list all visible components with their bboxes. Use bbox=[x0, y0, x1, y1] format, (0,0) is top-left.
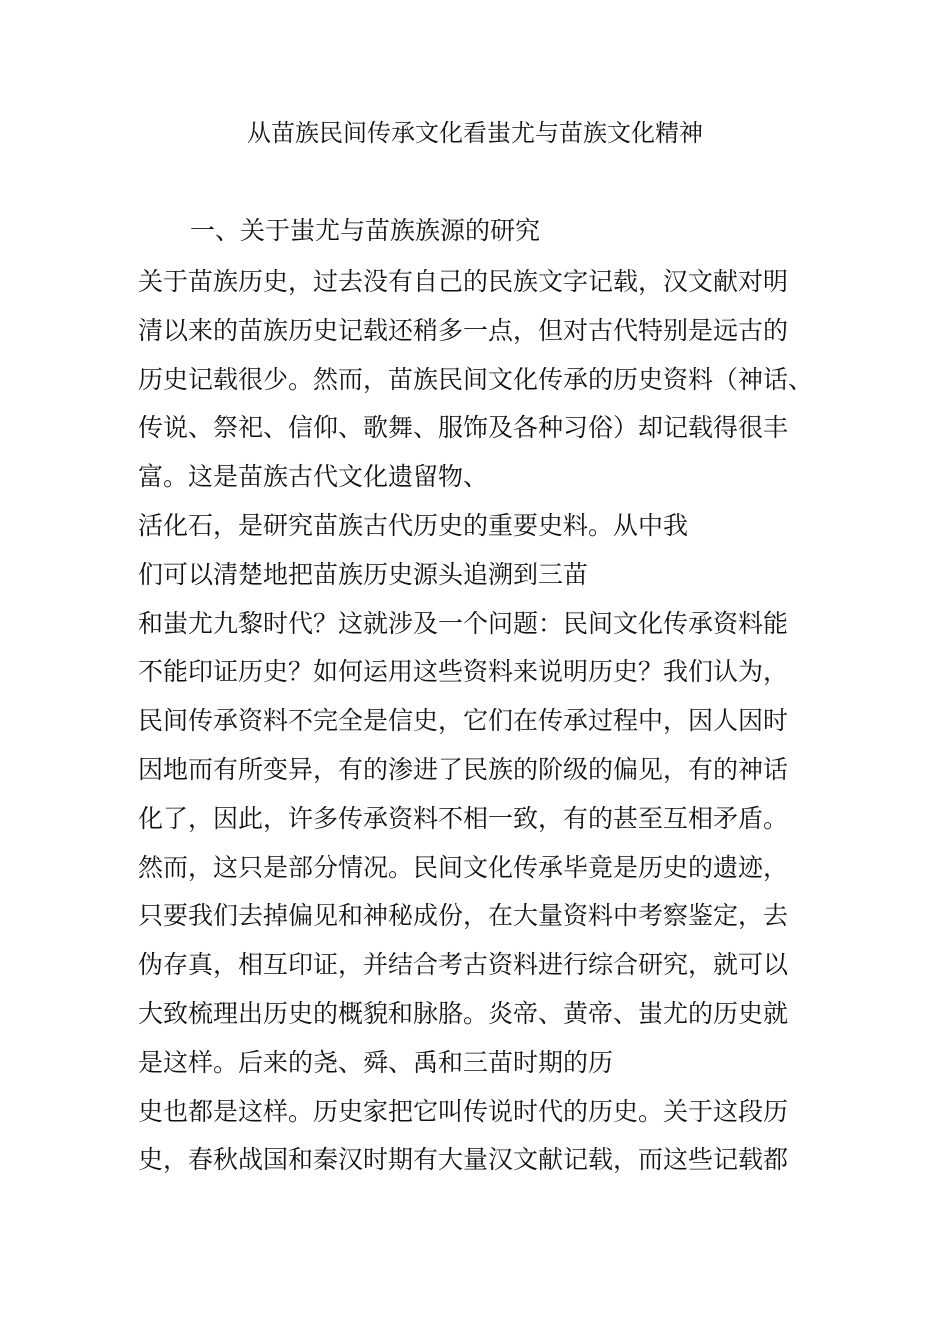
body-line: 伪存真，相互印证，并结合考古资料进行综合研究，就可以 bbox=[138, 950, 789, 980]
body-line: 只要我们去掉偏见和神秘成份，在大量资料中考察鉴定，去 bbox=[138, 901, 789, 931]
body-line: 富。这是苗族古代文化遗留物、 bbox=[138, 462, 489, 492]
body-line: 因地而有所变异，有的渗进了民族的阶级的偏见，有的神话 bbox=[138, 754, 789, 784]
body-line: 传说、祭祀、信仰、歌舞、服饰及各种习俗）却记载得很丰 bbox=[138, 413, 789, 443]
body-line: 是这样。后来的尧、舜、禹和三苗时期的历 bbox=[138, 1047, 614, 1077]
body-paragraph bbox=[138, 258, 818, 1185]
body-line: 然而，这只是部分情况。民间文化传承毕竟是历史的遗迹， bbox=[138, 852, 789, 882]
body-line: 大致梳理出历史的概貌和脉胳。炎帝、黄帝、蚩尤的历史就 bbox=[138, 998, 789, 1028]
body-line: 们可以清楚地把苗族历史源头追溯到三苗 bbox=[138, 559, 589, 589]
section-heading: 一、关于蚩尤与苗族族源的研究 bbox=[190, 216, 541, 245]
body-line: 活化石，是研究苗族古代历史的重要史料。从中我 bbox=[138, 510, 689, 540]
body-line: 清以来的苗族历史记载还稍多一点，但对古代特别是远古的 bbox=[138, 315, 789, 345]
body-line: 历史记载很少。然而，苗族民间文化传承的历史资料（神话、 bbox=[138, 364, 814, 394]
body-line: 不能印证历史？如何运用这些资料来说明历史？我们认为， bbox=[138, 657, 789, 687]
body-line: 民间传承资料不完全是信史，它们在传承过程中，因人因时 bbox=[138, 706, 789, 736]
body-line: 史，春秋战国和秦汉时期有大量汉文献记载，而这些记载都 bbox=[138, 1145, 789, 1175]
body-line: 和蚩尤九黎时代？这就涉及一个问题：民间文化传承资料能 bbox=[138, 608, 789, 638]
document-title: 从苗族民间传承文化看蚩尤与苗族文化精神 bbox=[247, 119, 703, 147]
body-line: 关于苗族历史，过去没有自己的民族文字记载，汉文献对明 bbox=[138, 267, 789, 296]
body-line: 化了，因此，许多传承资料不相一致，有的甚至互相矛盾。 bbox=[138, 803, 789, 833]
body-line: 史也都是这样。历史家把它叫传说时代的历史。关于这段历 bbox=[138, 1096, 789, 1126]
